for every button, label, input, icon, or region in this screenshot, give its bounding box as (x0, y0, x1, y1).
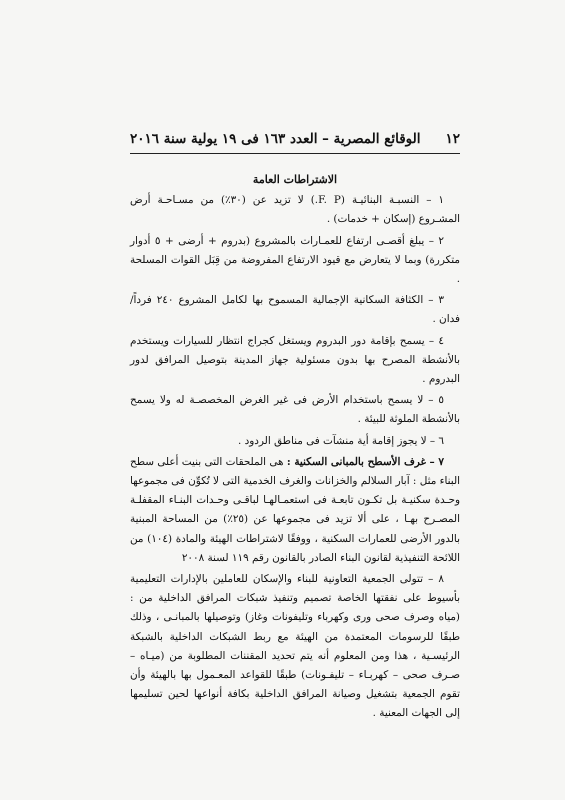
page-header (130, 128, 460, 150)
document-body (130, 170, 460, 726)
header-title: الوقائع المصرية – العدد ١٦٣ فى ١٩ يولية سنة ٢٠١٦ (130, 131, 421, 147)
page-number: ١٢ (445, 131, 460, 147)
item-3: ٣ – الكثافة السكانية الإجمالية المسموح بها لكامل المشروع ٢٤٠ فرداً/ فدان . (130, 294, 460, 326)
item-6: ٦ – لا يجوز إقامة أية منشآت فى مناطق الردود . (238, 434, 444, 447)
item-7 (130, 453, 460, 568)
item-2: ٢ – يبلغ أقصـى ارتفاع للعمـارات بالمشروع (بدروم + أرضى + ٥ أدوار متكررة) وبما لا يتعارض مع قيود الارتفاع المفروضة من قِبَل القوات المسلحة . (130, 234, 460, 286)
item-4: ٤ – يسمح بإقامة دور البدروم ويستغل كجراج انتظار للسيارات ويستخدم بالأنشطة المصرح بها بدون مسئولية جهاز المدينة بتوصيل المرافق لدور البدروم . (130, 334, 460, 386)
section-title: الاشتراطات العامة (252, 173, 338, 186)
item-7-text: هى الملحقات التى بنيت أعلى سطح البناء مثل : آبار السلالم والخزانات والغرف الخدمية التى لا تُكوِّن فى مجموعها وحـدة سكنيـة بل تكـون تابعـة فى استعمـالهـا لباقـى وحـدات البنـاء المقفلـة المصـرح بهـا ، على ألا تزيد فى مجموعها عن (٢٥٪) من المساحة المبنية بالدور الأرضى للعمارات السكنية ، ووفقًا لاشتراطات الهيئة والمادة (١٠٤) من اللائحة التنفيذية لقانون البناء الصادر بالقانون رقم ١١٩ لسنة ٢٠٠٨ (130, 455, 460, 564)
item-7-heading: ٧ – غرف الأسطح بالمبانى السكنية : (286, 455, 444, 468)
item-1: ١ – النسبـة البنائيـة (F. P.) لا تزيد عن (٣٠٪) من مسـاحـة أرض المشـروع (إسكان + خدمات) . (130, 194, 460, 226)
item-8: ٨ – تتولى الجمعية التعاونية للبناء والإسكان للعاملين بالإدارات التعليمية بأسيوط على نفقتها الخاصة تصميم وتنفيذ شبكات المرافق الداخلية من : (مياه وصرف صحى ورى وكهرباء وتليفونات وغاز) وتوصيلها بالمبانـى ، وذلك طبقًا للرسومات المعتمدة من الهيئة مع ربط الشبكات الداخلية بالشبكة الرئيسـية ، هذا ومن المعلوم أنه يتم تحديد المقننات المطلوبة من (ميـاه – صـرف صحى – كهربـاء – تليفـونات) طبقًا للقواعد المعـمول بها بالهيئة وأن تقوم الجمعية بتشغيل وصيانة المرافق الداخلية بكافة أنواعها لحين تسليمها إلى الجهات المعنية . (130, 573, 460, 720)
item-5: ٥ – لا يسمح باستخدام الأرض فى غير الغرض المخصصـة له ولا يسمح بالأنشطة الملوثة للبيئة . (130, 394, 460, 426)
header-rule (130, 153, 460, 154)
